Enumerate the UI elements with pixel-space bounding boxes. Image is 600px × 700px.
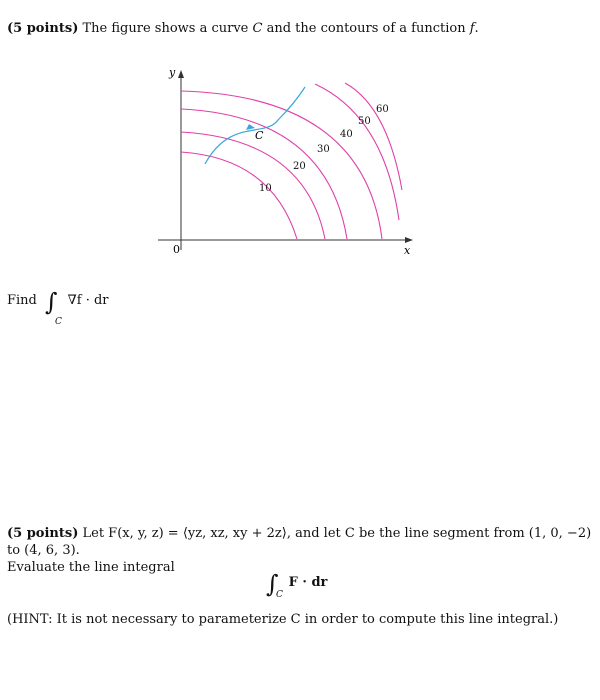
origin-label: 0 — [173, 243, 180, 256]
contour-label-40: 40 — [340, 129, 353, 140]
curve-c-label: C — [255, 129, 264, 142]
contour-label-50: 50 — [358, 116, 371, 127]
integral-1-subscript: C — [55, 317, 62, 327]
contour-60 — [345, 83, 402, 190]
integral-2-subscript: C — [276, 590, 283, 600]
contour-label-30: 30 — [317, 144, 330, 155]
problem-1-text-a: The figure shows a curve — [82, 21, 253, 36]
problem-1-func-symbol: f — [469, 21, 475, 36]
problem-2-points: (5 points) — [7, 526, 79, 541]
y-axis-arrow — [178, 70, 184, 78]
problem-1-end: . — [474, 21, 479, 36]
x-axis-label: x — [404, 244, 411, 257]
integral-sign-2: ∫ C — [266, 570, 283, 600]
find-word: Find — [7, 293, 37, 308]
problem-1-text-b: and the contours of a function — [262, 21, 470, 36]
contour-figure — [150, 60, 425, 265]
integral-sign-1: ∫ C — [45, 293, 58, 311]
hint-text: (HINT: It is not necessary to parameterize C in order to compute this line integral.) — [7, 612, 559, 627]
contour-40 — [181, 91, 382, 239]
contour-label-20: 20 — [293, 161, 306, 172]
problem-2-text: Let F(x, y, z) = ⟨yz, xz, xy + 2z⟩, and let C be the line segment from (1, 0, −2) to (4, 6, 3). — [7, 526, 592, 558]
curve-c-direction-arrow — [246, 124, 255, 130]
problem-1-points: (5 points) — [7, 21, 79, 36]
contour-label-60: 60 — [376, 104, 389, 115]
problem-2-integrand: F · dr — [288, 575, 328, 590]
problem-1-curve-symbol: C — [252, 21, 263, 36]
problem-1-statement — [7, 20, 479, 38]
x-axis-arrow — [405, 237, 413, 243]
problem-2-text-2: Evaluate the line integral — [7, 560, 175, 575]
contour-label-10: 10 — [259, 183, 272, 194]
problem-2-integral — [262, 570, 327, 598]
contour-10 — [181, 152, 297, 239]
problem-2-statement — [7, 525, 592, 576]
find-integrand: ∇f · dr — [67, 293, 109, 308]
curve-c — [205, 87, 305, 164]
contour-20 — [181, 132, 325, 239]
y-axis-label: y — [169, 66, 176, 79]
find-line-integral — [7, 288, 109, 327]
